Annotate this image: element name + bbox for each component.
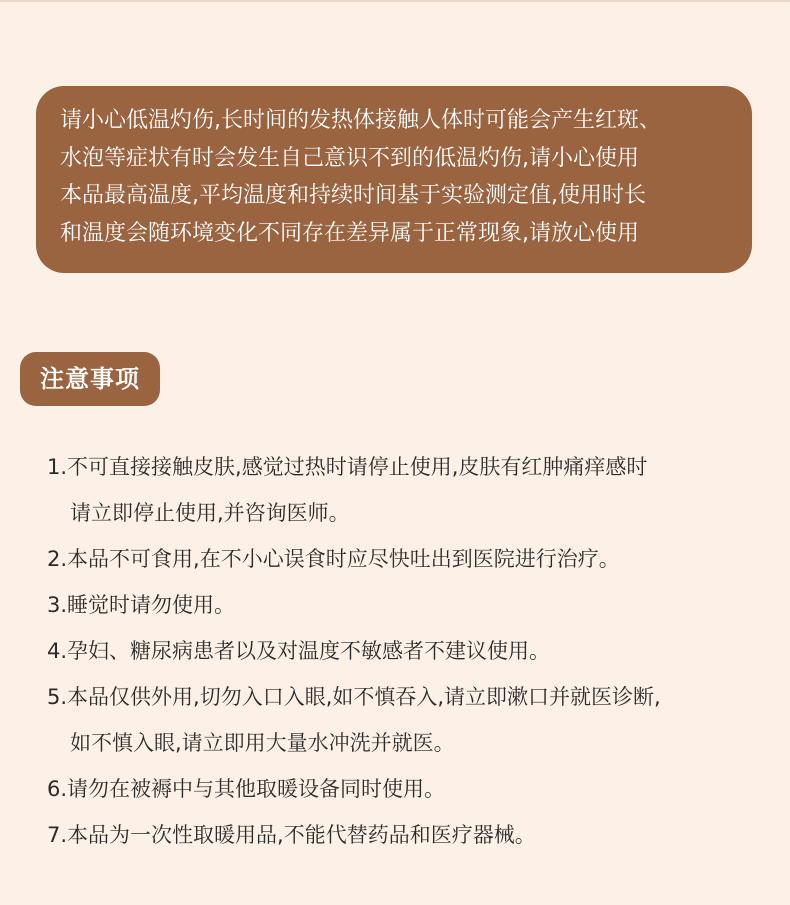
note-item-5: 5.本品仅供外用,切勿入口入眼,如不慎吞入,请立即漱口并就医诊断, [47, 685, 661, 709]
warning-line: 请小心低温灼伤,长时间的发热体接触人体时可能会产生红斑、 [60, 108, 661, 133]
note-item-5-continued: 如不慎入眼,请立即用大量水冲洗并就医。 [70, 731, 455, 755]
warning-line: 本品最高温度,平均温度和持续时间基于实验测定值,使用时长 [60, 183, 646, 208]
warning-line: 和温度会随环境变化不同存在差异属于正常现象,请放心使用 [60, 220, 639, 246]
notes-list [47, 444, 782, 858]
note-item-1-continued: 请立即停止使用,并咨询医师。 [70, 501, 350, 525]
note-item-4: 4.孕妇、糖尿病患者以及对温度不敏感者不建议使用。 [47, 639, 551, 663]
warning-line: 水泡等症状有时会发生自己意识不到的低温灼伤,请小心使用 [60, 145, 639, 171]
note-item-7: 7.本品为一次性取暖用品,不能代替药品和医疗器械。 [47, 823, 536, 847]
warning-box [36, 86, 752, 273]
section-title-badge: 注意事项 [20, 352, 160, 406]
note-item-1: 1.不可直接接触皮肤,感觉过热时请停止使用,皮肤有红肿痛痒感时 [47, 455, 648, 479]
top-divider [0, 0, 790, 2]
note-item-2: 2.本品不可食用,在不小心误食时应尽快吐出到医院进行治疗。 [47, 547, 620, 571]
note-item-6: 6.请勿在被褥中与其他取暖设备同时使用。 [47, 777, 446, 801]
note-item-3: 3.睡觉时请勿使用。 [47, 593, 236, 617]
